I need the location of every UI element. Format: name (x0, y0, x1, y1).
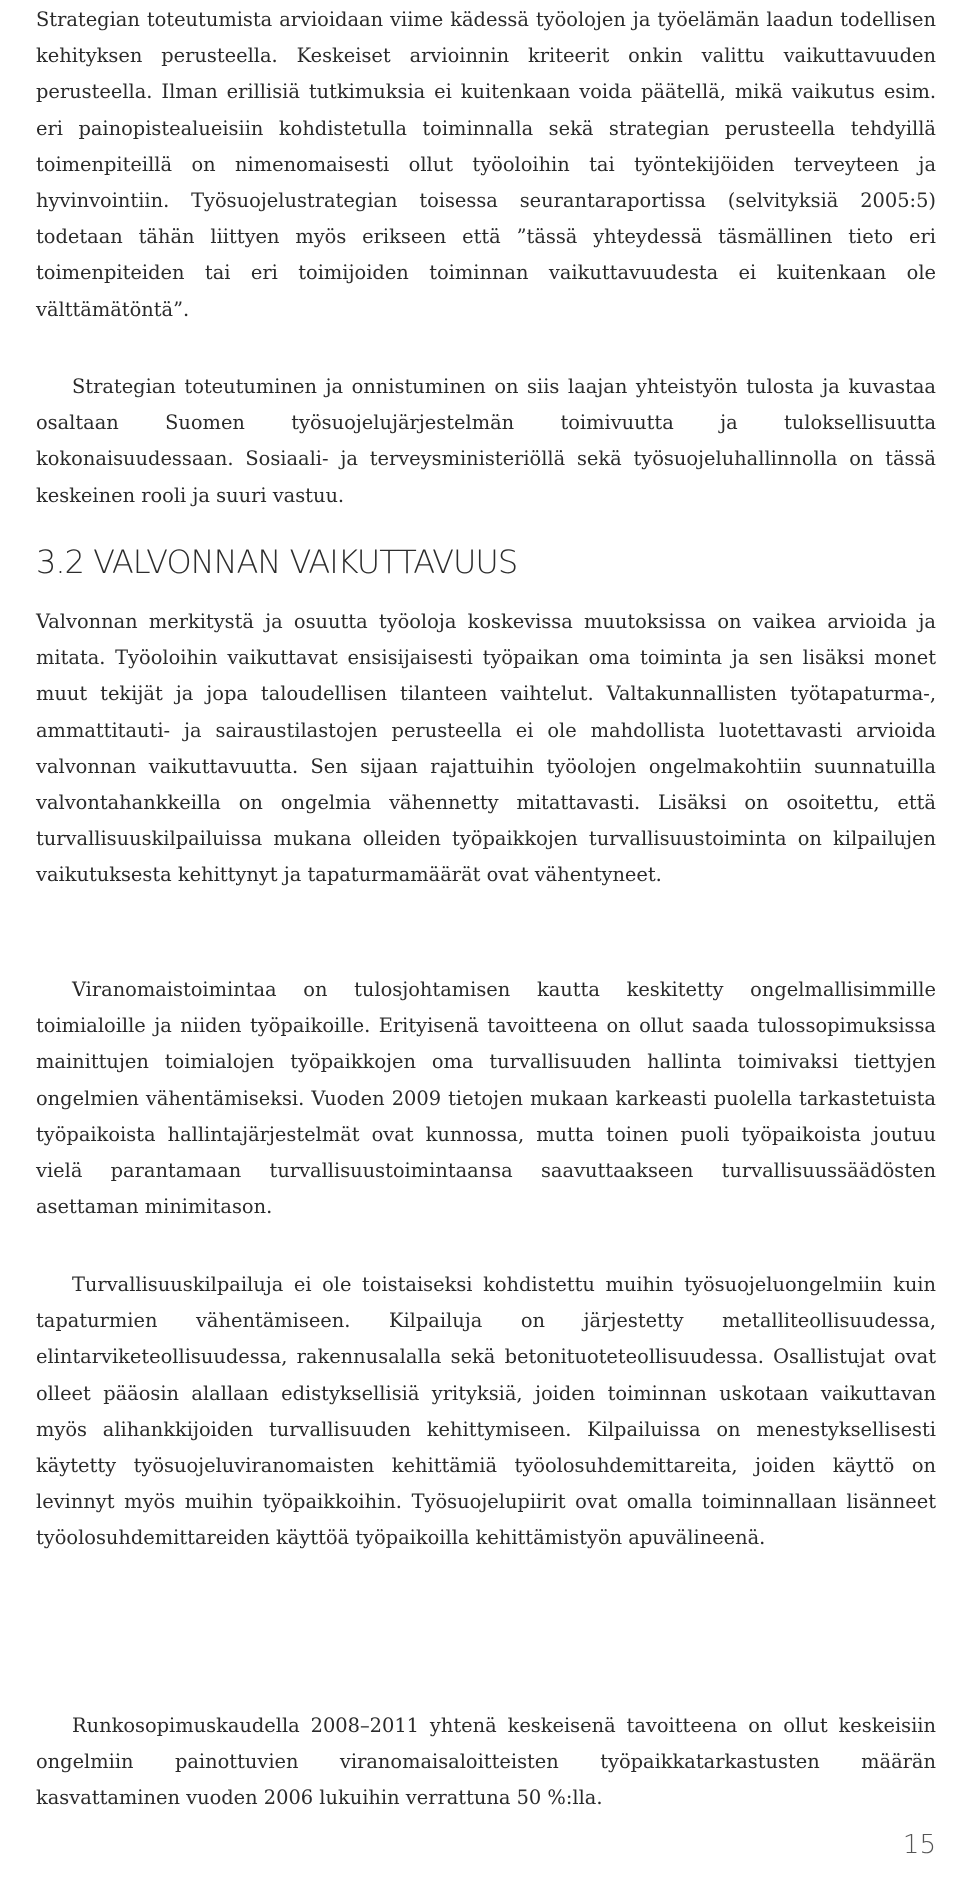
body-paragraph: Strategian toteutuminen ja onnistuminen on siis laajan yhteistyön tulosta ja kuvastaa osaltaan Suomen työsuojelujärjestelmän toimivuutta ja tuloksellisuutta kokonaisuudessaan. Sosiaali- ja terveysministeriöllä sekä työsuojeluhallinnolla on tässä keskeinen rooli ja suuri vastuu. (36, 375, 936, 507)
page-number: 15 (902, 1830, 936, 1860)
body-paragraph: Strategian toteutumista arvioidaan viime kädessä työolojen ja työelämän laadun todellisen kehityksen perusteella. Keskeiset arvioinnin kriteerit onkin valittu vaikuttavuuden perusteella. Ilman erillisiä tutkimuksia ei kuitenkaan voida päätellä, mikä vaikutus esim. eri painopistealueisiin kohdistetulla toiminnalla sekä strategian perusteella tehdyillä toimenpiteillä on nimenomaisesti ollut työoloihin tai työntekijöiden terveyteen ja hyvinvointiin. Työsuojelustrategian toisessa seurantaraportissa (selvityksiä 2005:5) todetaan tähän liittyen myös erikseen että ”tässä yhteydessä täsmällinen tieto eri toimenpiteiden tai eri toimijoiden toiminnan vaikuttavuudesta ei kuitenkaan ole välttämätöntä”. (36, 8, 936, 321)
body-paragraph: Runkosopimuskaudella 2008–2011 yhtenä keskeisenä tavoitteena on ollut keskeisiin ongelmiin painottuvien viranomaisaloitteisten työpaikkatarkastusten määrän kasvattaminen vuoden 2006 lukuihin verrattuna 50 %:lla. (36, 1714, 936, 1810)
body-paragraph: Turvallisuuskilpailuja ei ole toistaiseksi kohdistettu muihin työsuojeluongelmiin kuin tapaturmien vähentämiseen. Kilpailuja on järjestetty metalliteollisuudessa, elintarviketeollisuudessa, rakennusalalla sekä betonituoteteollisuudessa. Osallistujat ovat olleet pääosin alallaan edistyksellisiä yrityksiä, joiden toiminnan uskotaan vaikuttavan myös alihankkijoiden turvallisuuden kehittymiseen. Kilpailuissa on menestyksellisesti käytetty työsuojeluviranomaisten kehittämiä työolosuhdemittareita, joiden käyttö on levinnyt myös muihin työpaikkoihin. Työsuojelupiirit ovat omalla toiminnallaan lisänneet työolosuhdemittareiden käyttöä työpaikoilla kehittämistyön apuvälineenä. (36, 1273, 936, 1550)
body-paragraph: Valvonnan merkitystä ja osuutta työoloja koskevissa muutoksissa on vaikea arvioida ja mitata. Työoloihin vaikuttavat ensisijaisesti työpaikan oma toiminta ja sen lisäksi monet muut tekijät ja jopa taloudellisen tilanteen vaihtelut. Valtakunnallisten työtapaturma-, ammattitauti- ja sairaustilastojen perusteella ei ole mahdollista luotettavasti arvioida valvonnan vaikuttavuutta. Sen sijaan rajattuihin työolojen ongelmakohtiin suunnatuilla valvontahankkeilla on ongelmia vähennetty mitattavasti. Lisäksi on osoitettu, että turvallisuuskilpailuissa mukana olleiden työpaikkojen turvallisuustoiminta on kilpailujen vaikutuksesta kehittynyt ja tapaturmamäärät ovat vähentyneet. (36, 610, 936, 887)
section-heading: 3.2 VALVONNAN VAIKUTTAVUUS (36, 543, 518, 581)
body-paragraph: Viranomaistoimintaa on tulosjohtamisen kautta keskitetty ongelmallisimmille toimialoille ja niiden työpaikoille. Erityisenä tavoitteena on ollut saada tulossopimuksissa mainittujen toimialojen työpaikkojen oma turvallisuuden hallinta toimivaksi tiettyjen ongelmien vähentämiseksi. Vuoden 2009 tietojen mukaan karkeasti puolella tarkastetuista työpaikoista hallintajärjestelmät ovat kunnossa, mutta toinen puoli työpaikoista joutuu vielä parantamaan turvallisuustoimintaansa saavuttaakseen turvallisuussäädösten asettaman minimitason. (36, 978, 936, 1219)
